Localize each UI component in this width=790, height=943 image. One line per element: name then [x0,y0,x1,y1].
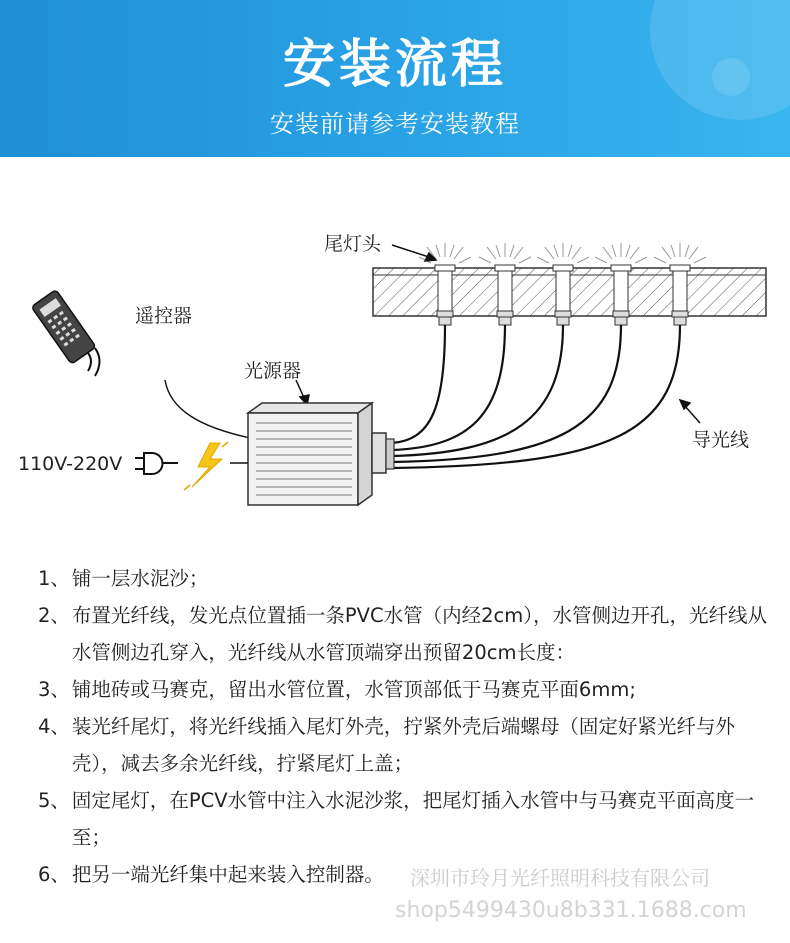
installation-diagram [0,195,790,525]
instruction-steps [38,560,778,893]
arrow-tail-light [392,245,436,261]
label-light-source: 光源器 [244,360,302,382]
step-item [38,708,778,782]
watermark-shop: shop5499430u8b331.1688.com [395,898,747,923]
page-title: 安装流程 [282,35,507,95]
signal-line [165,380,250,438]
step-item [38,560,778,597]
header-banner [0,0,790,157]
label-tail-light-head: 尾灯头 [324,233,382,255]
light-source-box [248,403,394,505]
step-text: 铺一层水泥沙； [71,567,209,590]
step-item [38,671,778,708]
step-number: 1、 [38,567,70,590]
step-text: 把另一端光纤集中起来装入控制器。 [71,863,384,886]
step-text: 装光纤尾灯，将光纤线插入尾灯外壳，拧紧外壳后端螺母（固定好紧光纤与外壳），减去多余光纤线，拧紧尾灯上盖； [71,715,735,775]
label-remote: 遥控器 [135,305,193,327]
step-item [38,782,778,856]
remote-control-icon [31,290,96,365]
lightning-icon [184,442,228,490]
watermark-company: 深圳市玲月光纤照明科技有限公司 [410,866,710,890]
step-number: 6、 [38,863,70,886]
diagram-drawing [0,195,790,525]
step-text: 铺地砖或马赛克，留出水管位置，水管顶部低于马赛克平面6mm; [71,678,636,701]
plug-icon [135,453,178,474]
label-voltage: 110V-220V [18,453,123,475]
step-text: 固定尾灯，在PCV水管中注入水泥沙浆，把尾灯插入水管中与马赛克平面高度一至； [71,789,755,849]
arrow-light-source [296,380,309,405]
label-fiber: 导光线 [692,429,750,451]
step-number: 5、 [38,789,70,812]
step-number: 3、 [38,678,70,701]
step-number: 4、 [38,715,70,738]
page-subtitle: 安装前请参考安装教程 [270,110,520,138]
fiber-cables [392,325,680,468]
step-number: 2、 [38,604,70,627]
step-text: 布置光纤线，发光点位置插一条PVC水管（内经2cm），水管侧边开孔，光纤线从水管侧边孔穿入，光纤线从水管顶端穿出预留20cm长度： [71,604,768,664]
arrow-fiber [680,400,700,423]
step-item [38,597,778,671]
